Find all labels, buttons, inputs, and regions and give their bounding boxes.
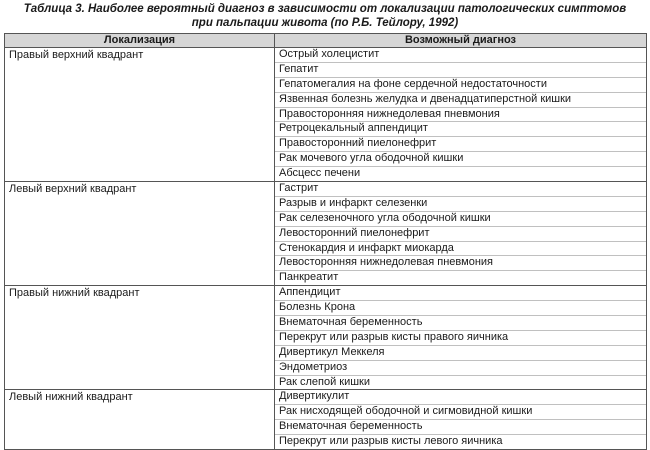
diagnosis-item: Разрыв и инфаркт селезенки — [275, 196, 646, 211]
diagnosis-table — [4, 33, 647, 450]
header-diagnosis: Возможный диагноз — [275, 34, 647, 48]
diagnosis-item: Рак слепой кишки — [275, 375, 646, 390]
header-location: Локализация — [5, 34, 275, 48]
diagnosis-item: Ретроцекальный аппендицит — [275, 121, 646, 136]
diagnosis-item: Острый холецистит — [279, 48, 380, 60]
diagnosis-item: Перекрут или разрыв кисты правого яичника — [275, 330, 646, 345]
diagnosis-item: Перекрут или разрыв кисты левого яичника — [275, 434, 646, 449]
diagnosis-item: Дивертикул Меккеля — [275, 345, 646, 360]
diagnosis-item: Рак селезеночного угла ободочной кишки — [275, 211, 646, 226]
diagnosis-cell — [275, 390, 647, 450]
table-row — [5, 286, 647, 390]
location-cell: Левый верхний квадрант — [5, 182, 275, 286]
diagnosis-item: Дивертикулит — [279, 390, 350, 403]
location-cell: Левый нижний квадрант — [5, 390, 275, 450]
table-row — [5, 390, 647, 450]
diagnosis-item: Рак мочевого угла ободочной кишки — [275, 151, 646, 166]
diagnosis-item: Левосторонний пиелонефрит — [275, 226, 646, 241]
diagnosis-item: Панкреатит — [275, 270, 646, 285]
diagnosis-cell — [275, 286, 647, 390]
table-row — [5, 182, 647, 286]
caption-line-2: при пальпации живота (по Р.Б. Тейлору, 1992) — [191, 17, 459, 29]
diagnosis-cell — [275, 182, 647, 286]
table-row — [5, 48, 647, 182]
diagnosis-item: Гастрит — [279, 182, 319, 195]
diagnosis-item: Стенокардия и инфаркт миокарда — [275, 241, 646, 256]
diagnosis-item: Аппендицит — [279, 286, 341, 299]
location-cell: Правый верхний квадрант — [5, 48, 275, 182]
diagnosis-item: Болезнь Крона — [275, 300, 646, 315]
location-cell: Правый нижний квадрант — [5, 286, 275, 390]
diagnosis-item: Внематочная беременность — [275, 315, 646, 330]
diagnosis-item: Правосторонний пиелонефрит — [275, 136, 646, 151]
diagnosis-item: Эндометриоз — [275, 360, 646, 375]
header-row — [5, 34, 647, 48]
diagnosis-item: Правосторонняя нижнедолевая пневмония — [275, 107, 646, 122]
diagnosis-cell — [275, 48, 647, 182]
caption-line-1: Таблица 3. Наиболее вероятный диагноз в зависимости от локализации патологических симптомов — [23, 3, 627, 15]
diagnosis-item: Абсцесс печени — [275, 166, 646, 181]
table-body — [5, 48, 647, 450]
diagnosis-item: Внематочная беременность — [275, 419, 646, 434]
table-caption — [0, 2, 650, 30]
diagnosis-item: Рак нисходящей ободочной и сигмовидной кишки — [275, 404, 646, 419]
diagnosis-item: Левосторонняя нижнедолевая пневмония — [275, 255, 646, 270]
diagnosis-item: Гепатомегалия на фоне сердечной недостаточности — [275, 77, 646, 92]
diagnosis-item: Язвенная болезнь желудка и двенадцатиперстной кишки — [275, 92, 646, 107]
diagnosis-item: Гепатит — [275, 62, 646, 77]
